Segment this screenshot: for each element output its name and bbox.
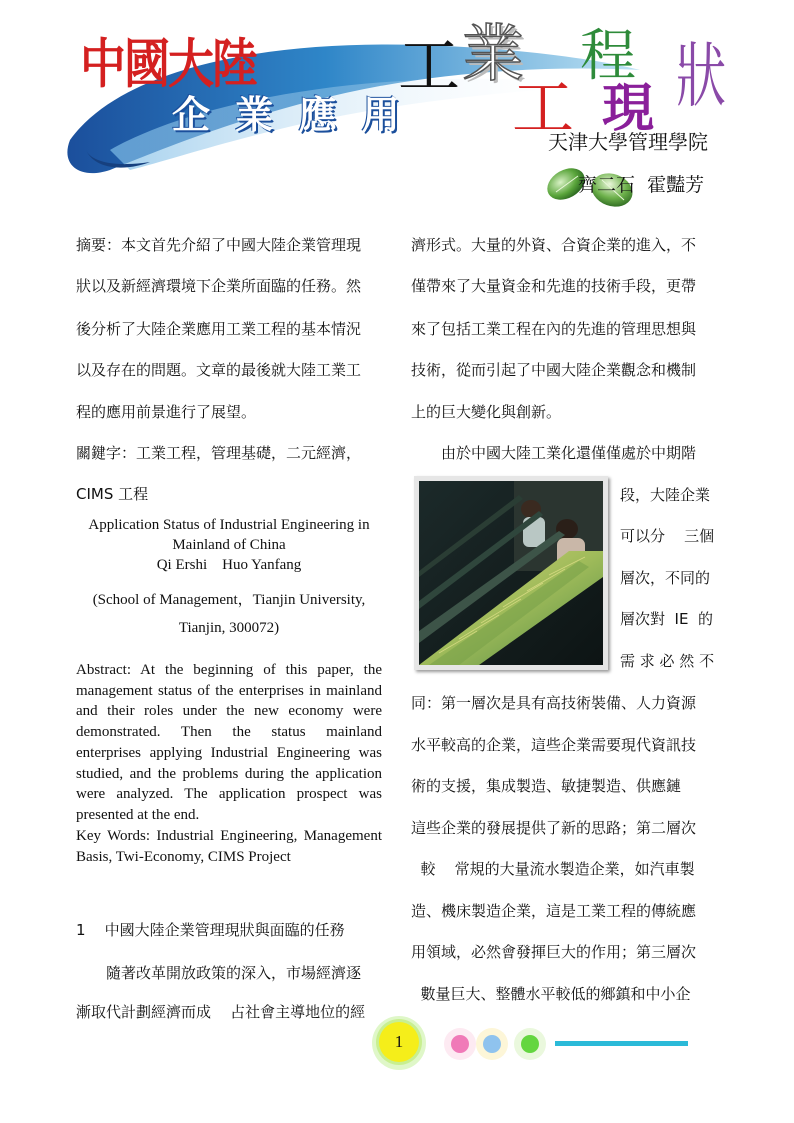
assembly-line-image [419, 481, 603, 665]
page-number: 1 [394, 1032, 404, 1051]
keywords-cn-line: 關鍵字：工業工程，管理基礎，二元經濟， [76, 444, 362, 462]
body-line: 由於中國大陸工業化還僅僅處於中期階 [441, 444, 697, 462]
footer-dot-blue [483, 1035, 501, 1053]
footer-rule [555, 1041, 688, 1046]
title-enterprise-application: 企 業 應 用 [172, 93, 406, 137]
keywords-en: Key Words: Industrial Engineering, Management Basis, Twi-Economy, CIMS Project [76, 828, 382, 865]
body-line: 隨著改革開放政策的深入，市場經濟逐 [106, 964, 362, 982]
english-title-line: Mainland of China [172, 537, 286, 553]
wrap-line: 需 求 必 然 不 [620, 652, 715, 670]
english-title [76, 515, 382, 575]
body-line: 僅帶來了大量資金和先進的技術手段，更帶 [411, 277, 697, 295]
english-affiliation: (School of Management，Tianjin University, [92, 592, 366, 608]
footer-dot-pink [451, 1035, 469, 1053]
footer-dot-green [521, 1035, 539, 1053]
body-line: 數量巨大、整體水平較低的鄉鎮和中小企 [411, 985, 691, 1003]
body-line: 上的巨大變化與創新。 [411, 403, 562, 421]
body-line: 技術，從而引起了中國大陸企業觀念和機制 [411, 361, 697, 379]
title-china-mainland: 中國大陸 [80, 32, 256, 95]
title-char-cheng: 程 [580, 24, 636, 89]
english-authors: Qi Ershi Huo Yanfang [156, 557, 302, 573]
title-char-gong-2: 工 [512, 71, 575, 144]
body-line: 水平較高的企業，這些企業需要現代資訊技 [411, 736, 697, 754]
abstract-cn-line: 程的應用前景進行了展望。 [76, 403, 257, 421]
wrap-line: 可以分 三個 [620, 527, 715, 545]
section-heading: 1 中國大陸企業管理現狀與面臨的任務 [76, 921, 345, 939]
abstract-cn-line: 後分析了大陸企業應用工業工程的基本情況 [76, 320, 362, 338]
body-line: 較 常規的大量流水製造企業，如汽車製 [411, 860, 695, 878]
body-line: 同：第一層次是具有高技術裝備、人力資源 [411, 694, 697, 712]
abstract-cn-line: 摘要：本文首先介紹了中國大陸企業管理現 [76, 236, 362, 254]
affiliation: 天津大學管理學院 [548, 130, 708, 154]
english-title-line: Application Status of Industrial Engineering in [88, 517, 370, 533]
title-char-xian: 現 [602, 79, 655, 139]
wrap-line: 層次，不同的 [620, 569, 711, 587]
factory-photo [414, 476, 608, 670]
english-affiliation: Tianjin, 300072) [178, 620, 280, 636]
body-line: 術的支援，集成製造、敏捷製造、供應鏈 [411, 777, 682, 795]
keywords-cn-line: CIMS 工程 [76, 485, 149, 503]
wrap-line: 層次對 IE 的 [620, 610, 713, 628]
body-line: 來了包括工業工程在內的先進的管理思想與 [411, 320, 697, 338]
authors: 齊二石 霍豔芳 [578, 174, 705, 196]
abstract-cn-line: 以及存在的問題。文章的最後就大陸工業工 [76, 361, 362, 379]
abstract-cn-line: 狀以及新經濟環境下企業所面臨的任務。然 [76, 277, 362, 295]
body-line: 造、機床製造企業，這是工業工程的傳統應 [411, 902, 697, 920]
title-char-ye: 業 [462, 17, 525, 90]
title-char-gong-1: 工 [398, 29, 461, 102]
wrap-line: 段，大陸企業 [620, 486, 711, 504]
body-line: 用領域，必然會發揮巨大的作用；第三層次 [411, 943, 697, 961]
body-line: 漸取代計劃經濟而成 占社會主導地位的經 [76, 1003, 366, 1021]
abstract-en: Abstract: At the beginning of this paper, the management status of the enterprises in mainland and their roles under the new economy were demonstrated. Then the status mainland enterprises applying Industrial Engineering was studied, and the problems during the application were analyzed. The application prospect was presented at the end. [76, 662, 382, 823]
body-line: 這些企業的發展提供了新的思路；第二層次 [411, 819, 697, 837]
title-char-zhuang: 狀 [676, 35, 726, 117]
body-line: 濟形式。大量的外資、合資企業的進入，不 [411, 236, 697, 254]
